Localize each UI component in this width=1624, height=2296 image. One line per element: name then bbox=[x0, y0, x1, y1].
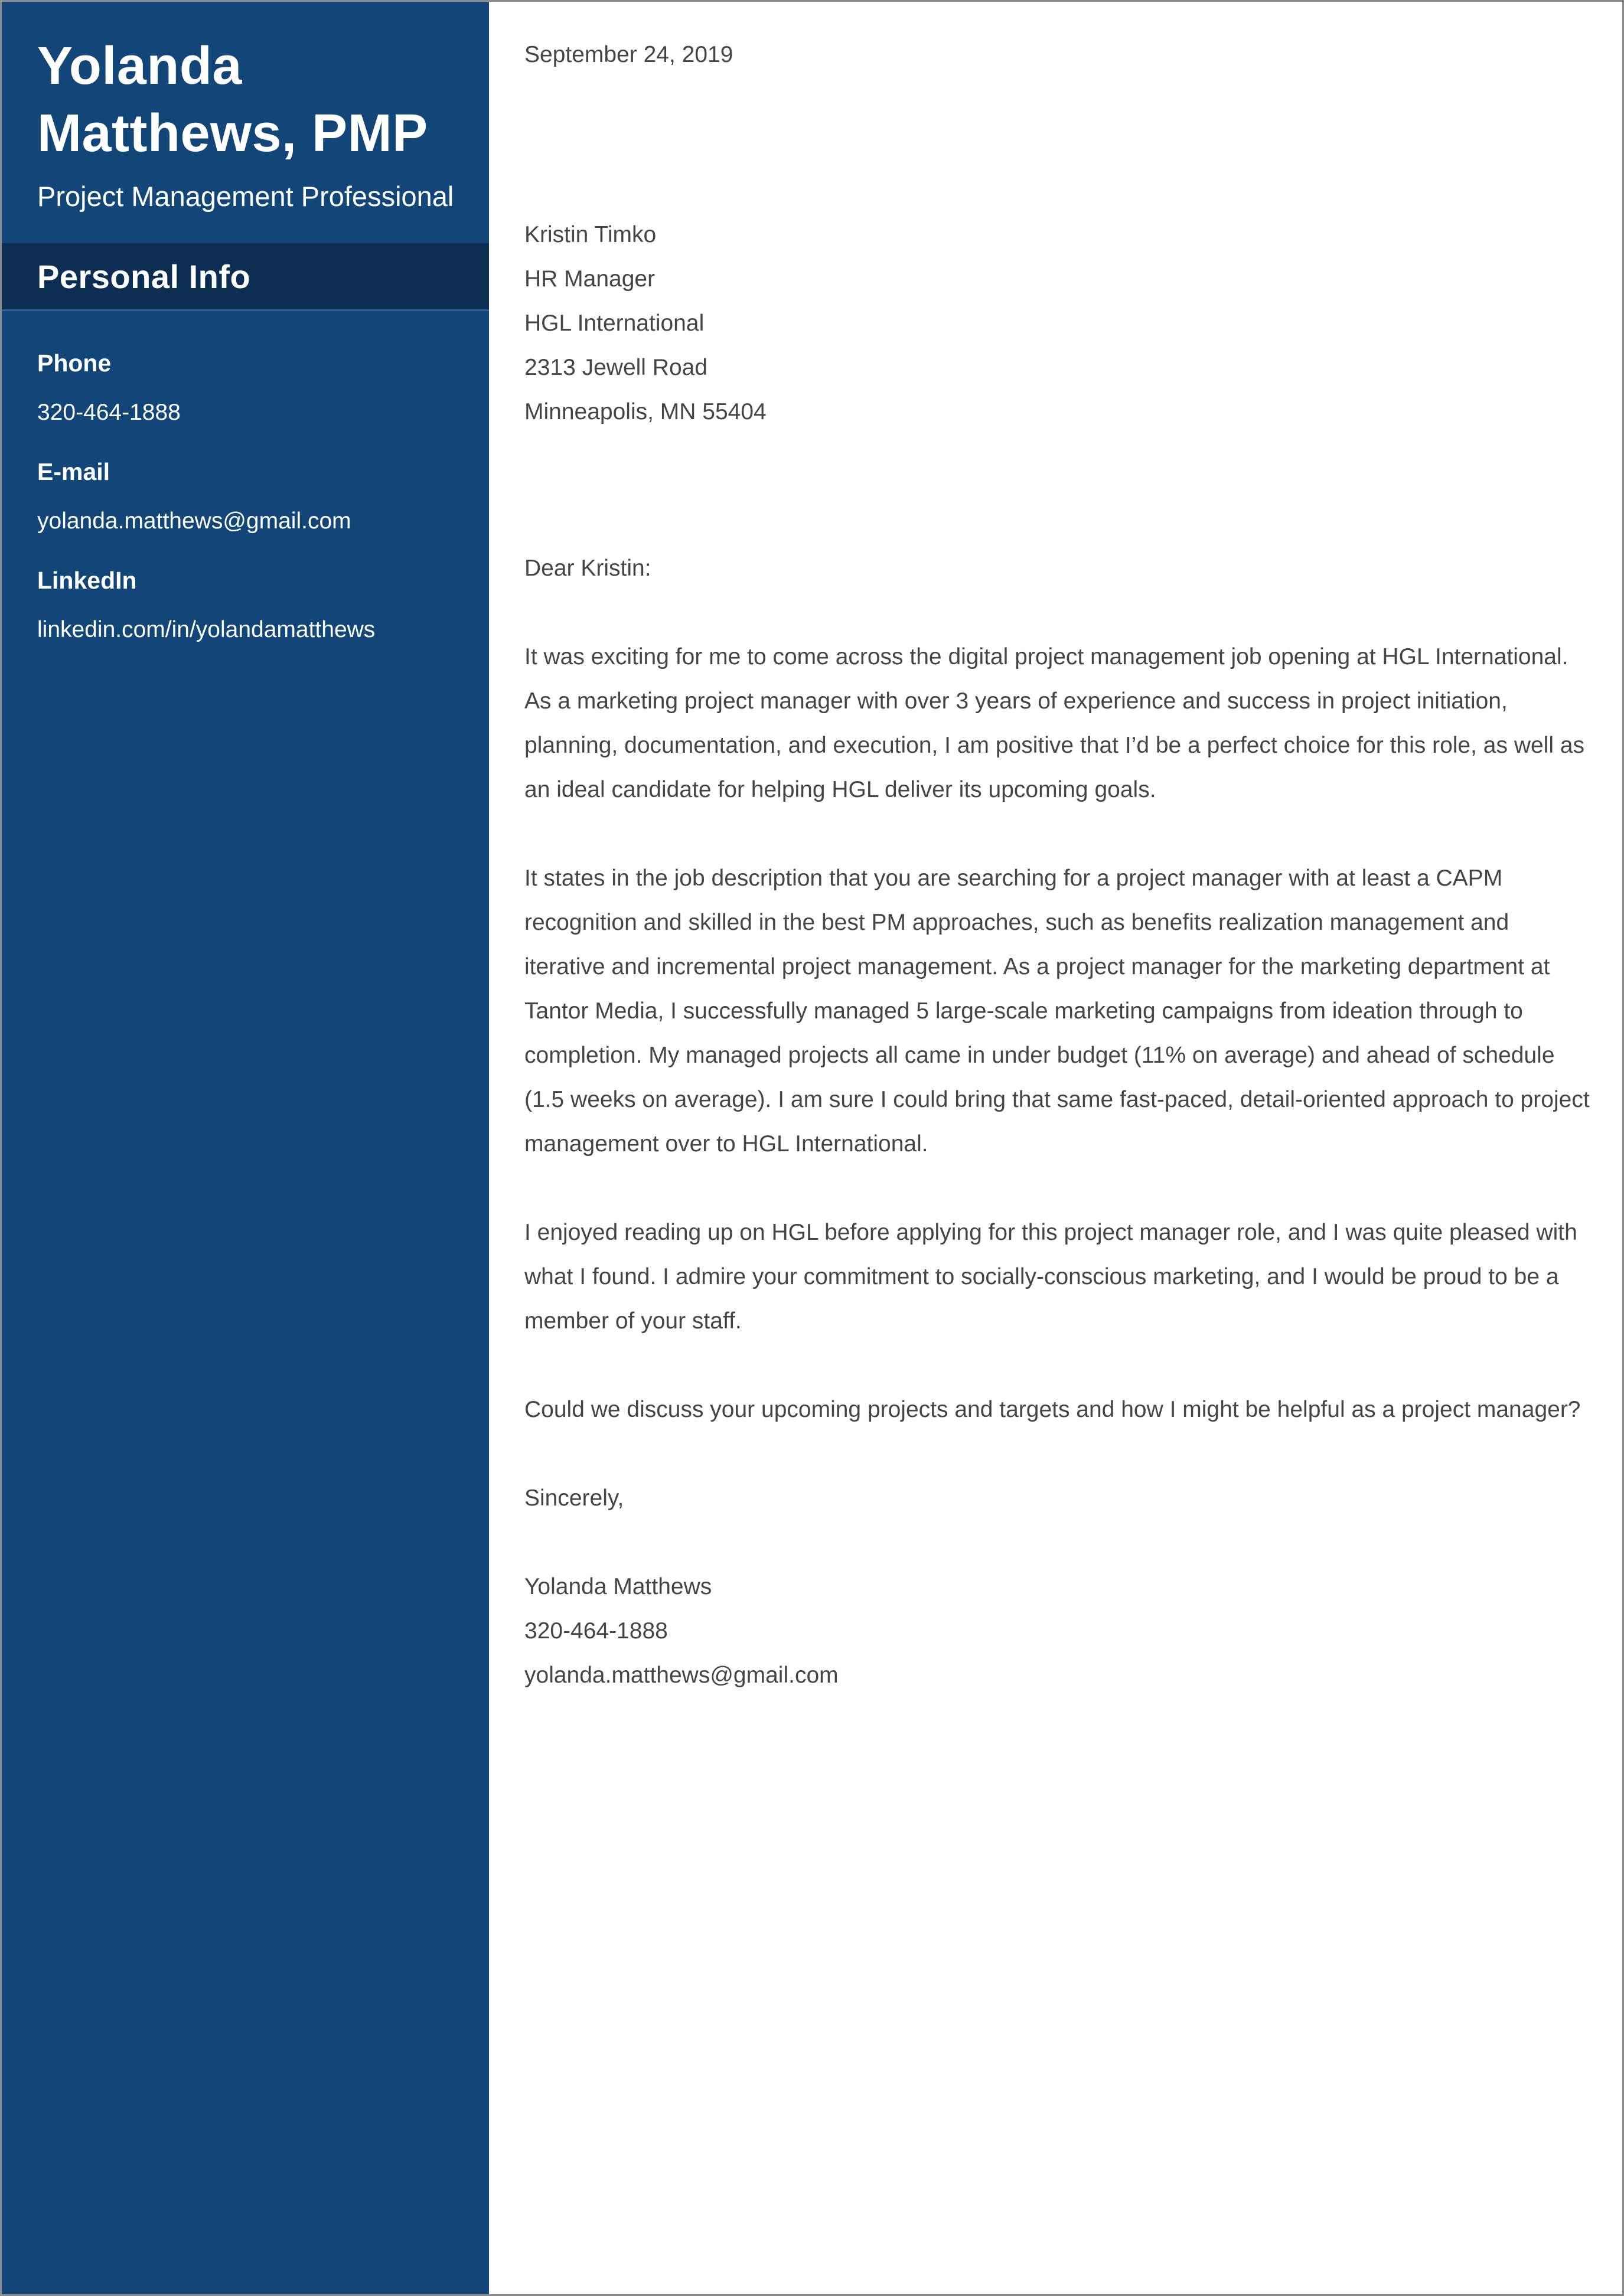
personal-info-band bbox=[2, 243, 489, 311]
recipient-block bbox=[524, 213, 1590, 434]
signature-name: Yolanda Matthews bbox=[524, 1574, 712, 1599]
linkedin-label: LinkedIn bbox=[37, 567, 137, 594]
recipient-company: HGL International bbox=[524, 311, 705, 336]
paragraph-4: Could we discuss your upcoming projects and targets and how I might be helpful as a project manager? bbox=[524, 1397, 1581, 1422]
paragraph-2: It states in the job description that you are searching for a project manager with at least a CAPM recognition and skilled in the best PM approaches, such as benefits realization management and iterative and incremental project management. As a project manager for the marketing department at Tantor Media, I successfully managed 5 large-scale marketing campaigns from ideation through to completion. My managed projects all came in under budget (11% on average) and ahead of schedule (1.5 weeks on average). I am sure I could bring that same fast-paced, detail-oriented approach to project management over to HGL International. bbox=[524, 866, 1590, 1157]
paragraph-3: I enjoyed reading up on HGL before applying for this project manager role, and I was quite pleased with what I found. I admire your commitment to socially-conscious marketing, and I would be proud to be a member of your staff. bbox=[524, 1220, 1577, 1334]
linkedin-value: linkedin.com/in/yolandamatthews bbox=[37, 617, 376, 642]
letter-date: September 24, 2019 bbox=[524, 42, 733, 67]
email-value: yolanda.matthews@gmail.com bbox=[37, 508, 351, 534]
person-job-title: Project Management Professional bbox=[37, 181, 454, 212]
sidebar-header bbox=[2, 2, 489, 214]
closing: Sincerely, bbox=[524, 1485, 624, 1511]
email-label: E-mail bbox=[37, 458, 110, 485]
personal-info-fields bbox=[2, 311, 489, 648]
recipient-city: Minneapolis, MN 55404 bbox=[524, 399, 767, 424]
phone-label: Phone bbox=[37, 350, 112, 377]
signature-block bbox=[524, 1565, 1590, 1697]
email-field bbox=[37, 454, 459, 539]
recipient-role: HR Manager bbox=[524, 266, 656, 292]
linkedin-field bbox=[37, 563, 459, 648]
salutation: Dear Kristin: bbox=[524, 556, 651, 581]
letter-body bbox=[489, 2, 1622, 2294]
phone-field bbox=[37, 345, 459, 430]
personal-info-heading: Personal Info bbox=[37, 257, 251, 295]
phone-value: 320-464-1888 bbox=[37, 400, 181, 425]
signature-email: yolanda.matthews@gmail.com bbox=[524, 1663, 839, 1688]
paragraph-1: It was exciting for me to come across the digital project management job opening at HGL International. As a marketing project manager with over 3 years of experience and success in project initiation, planning, documentation, and execution, I am positive that I’d be a perfect choice for this role, as well as an ideal candidate for helping HGL deliver its upcoming goals. bbox=[524, 644, 1585, 802]
sidebar bbox=[2, 2, 489, 2294]
person-name: Yolanda Matthews, PMP bbox=[37, 37, 428, 163]
signature-phone: 320-464-1888 bbox=[524, 1618, 668, 1644]
recipient-name: Kristin Timko bbox=[524, 222, 657, 247]
recipient-street: 2313 Jewell Road bbox=[524, 355, 708, 380]
